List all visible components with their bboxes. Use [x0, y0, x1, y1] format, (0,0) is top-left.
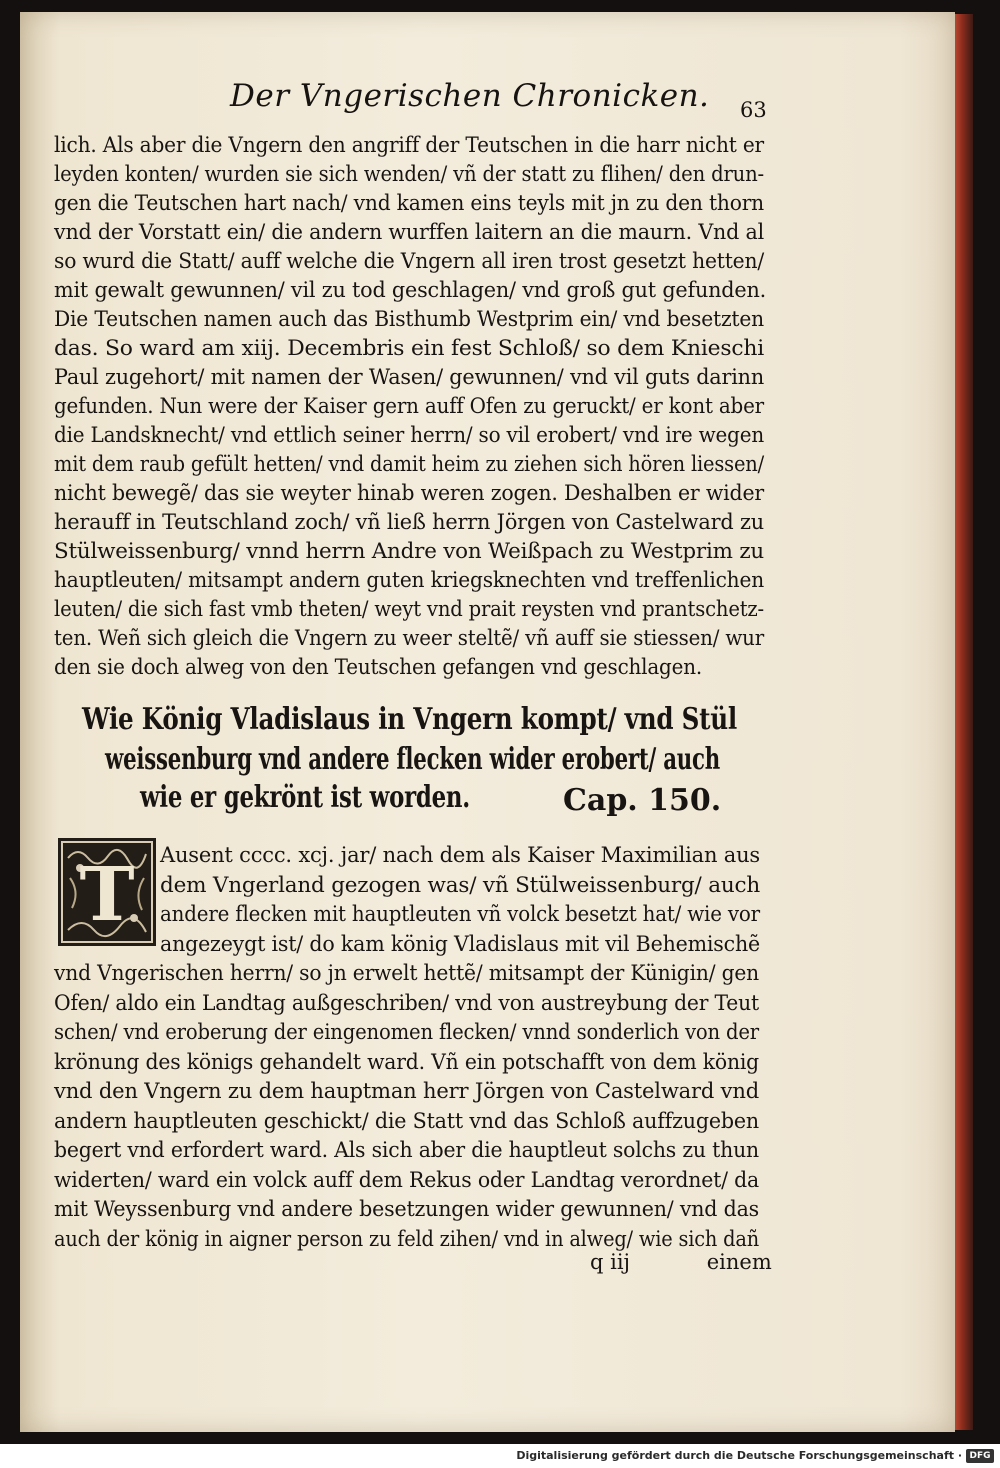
decorated-initial-t-icon: [58, 838, 156, 946]
text-line: dem Vngerland gezogen was/ vñ Stülweissenburg/ auch: [160, 872, 760, 897]
text-line: andere flecken mit hauptleuten vñ volck besetzt hat/ wie vor: [160, 902, 760, 926]
text-line: andern hauptleuten geschickt/ die Statt vnd das Schloß auffzugeben: [54, 1108, 759, 1133]
text-line: das. So ward am xiij. Decembris ein fest Schloß/ so dem Knieschi: [54, 336, 764, 360]
text-line: wie er gekrönt ist worden.: [140, 780, 470, 815]
text-line: weissenburg vnd andere flecken wider erobert/ auch: [105, 742, 720, 777]
text-line: vnd Vngerischen herrn/ so jn erwelt hettẽ/ mitsampt der Künigin/ gen: [54, 961, 759, 985]
text-line: ten. Weñ sich gleich die Vngern zu weer steltẽ/ vñ auff sie stiessen/ wur: [54, 626, 764, 650]
footer-bar: [0, 1444, 1000, 1468]
text-line: herauff in Teutschland zoch/ vñ ließ herrn Jörgen von Castelward zu: [54, 510, 764, 534]
text-line: schen/ vnd eroberung der eingenomen flecken/ vnnd sonderlich von der: [54, 1020, 759, 1044]
text-line: Ausent cccc. xcj. jar/ nach dem als Kaiser Maximilian aus: [160, 843, 760, 867]
signature-mark: q iij: [590, 1250, 631, 1274]
text-line: leyden konten/ wurden sie sich wenden/ vñ der statt zu flihen/ den drun-: [54, 162, 764, 186]
text-line: lich. Als aber die Vngern den angriff der Teutschen in die harr nicht er: [54, 133, 764, 157]
catchword-row: [590, 1250, 772, 1274]
text-line: begert vnd erfordert ward. Als sich aber die hauptleut solchs zu thun: [54, 1138, 759, 1162]
running-head: Der Vngerischen Chronicken.: [230, 78, 710, 114]
text-line: krönung des königs gehandelt ward. Vñ ein potschafft von dem könig: [54, 1049, 759, 1074]
text-line: leuten/ die sich fast vmb theten/ weyt vnd prait reysten vnd prantschetz-: [54, 597, 764, 621]
text-line: nicht bewegẽ/ das sie weyter hinab weren zogen. Deshalben er wider: [54, 481, 764, 505]
text-line: gefunden. Nun were der Kaiser gern auff Ofen zu geruckt/ er kont aber: [54, 394, 764, 418]
text-line: Stülweissenburg/ vnnd herrn Andre von Weißpach zu Westprim zu: [54, 539, 764, 563]
text-line: die Landsknecht/ vnd ettlich seiner herrn/ so vil erobert/ vnd ire wegen: [54, 423, 764, 447]
text-line: hauptleuten/ mitsampt andern guten kriegsknechten vnd treffenlichen: [54, 568, 764, 592]
dfg-logo: DFG: [966, 1449, 994, 1463]
text-line: gen die Teutschen hart nach/ vnd kamen eins teyls mit jn zu den thorn: [54, 191, 764, 215]
text-line: vnd der Vorstatt ein/ die andern wurffen laitern an die maurn. Vnd al: [54, 220, 764, 244]
text-line: auch der könig in aigner person zu feld zihen/ vnd in alweg/ wie sich dañ: [54, 1226, 759, 1251]
text-line: Wie König Vladislaus in Vngern kompt/ vnd Stül: [82, 702, 737, 737]
text-line: den sie doch alweg von den Teutschen gefangen vnd geschlagen.: [54, 655, 702, 679]
initial-letter: T: [79, 852, 135, 938]
text-line: mit Weyssenburg vnd andere besetzungen wider gewunnen/ vnd das: [54, 1197, 759, 1221]
text-line: Ofen/ aldo ein Landtag außgeschriben/ vnd von austreybung der Teut: [54, 990, 759, 1015]
page-number: 63: [740, 98, 767, 122]
text-line: mit dem raub gefült hetten/ vnd damit heim zu ziehen sich hören liessen/: [54, 452, 764, 476]
text-line: angezeygt ist/ do kam könig Vladislaus mit vil Behemischẽ: [160, 931, 760, 956]
text-line: widerten/ ward ein volck auff dem Rekus oder Landtag verordnet/ da: [54, 1167, 759, 1192]
text-line: so wurd die Statt/ auff welche die Vngern all iren trost gesetzt hetten/: [54, 249, 764, 273]
chapter-number: Cap. 150.: [563, 783, 722, 818]
text-line: Die Teutschen namen auch das Bisthumb Westprim ein/ vnd besetzten: [54, 307, 764, 331]
text-line: Paul zugehort/ mit namen der Wasen/ gewunnen/ vnd vil guts darinn: [54, 365, 764, 389]
page-edge-binding: [955, 14, 973, 1430]
text-line: vnd den Vngern zu dem hauptman herr Jörgen von Castelward vnd: [54, 1079, 759, 1103]
catchword: einem: [706, 1250, 772, 1274]
funding-notice: Digitalisierung gefördert durch die Deutsche Forschungsgemeinschaft ·: [516, 1449, 962, 1462]
text-line: mit gewalt gewunnen/ vil zu tod geschlagen/ vnd groß gut gefunden.: [54, 278, 766, 302]
